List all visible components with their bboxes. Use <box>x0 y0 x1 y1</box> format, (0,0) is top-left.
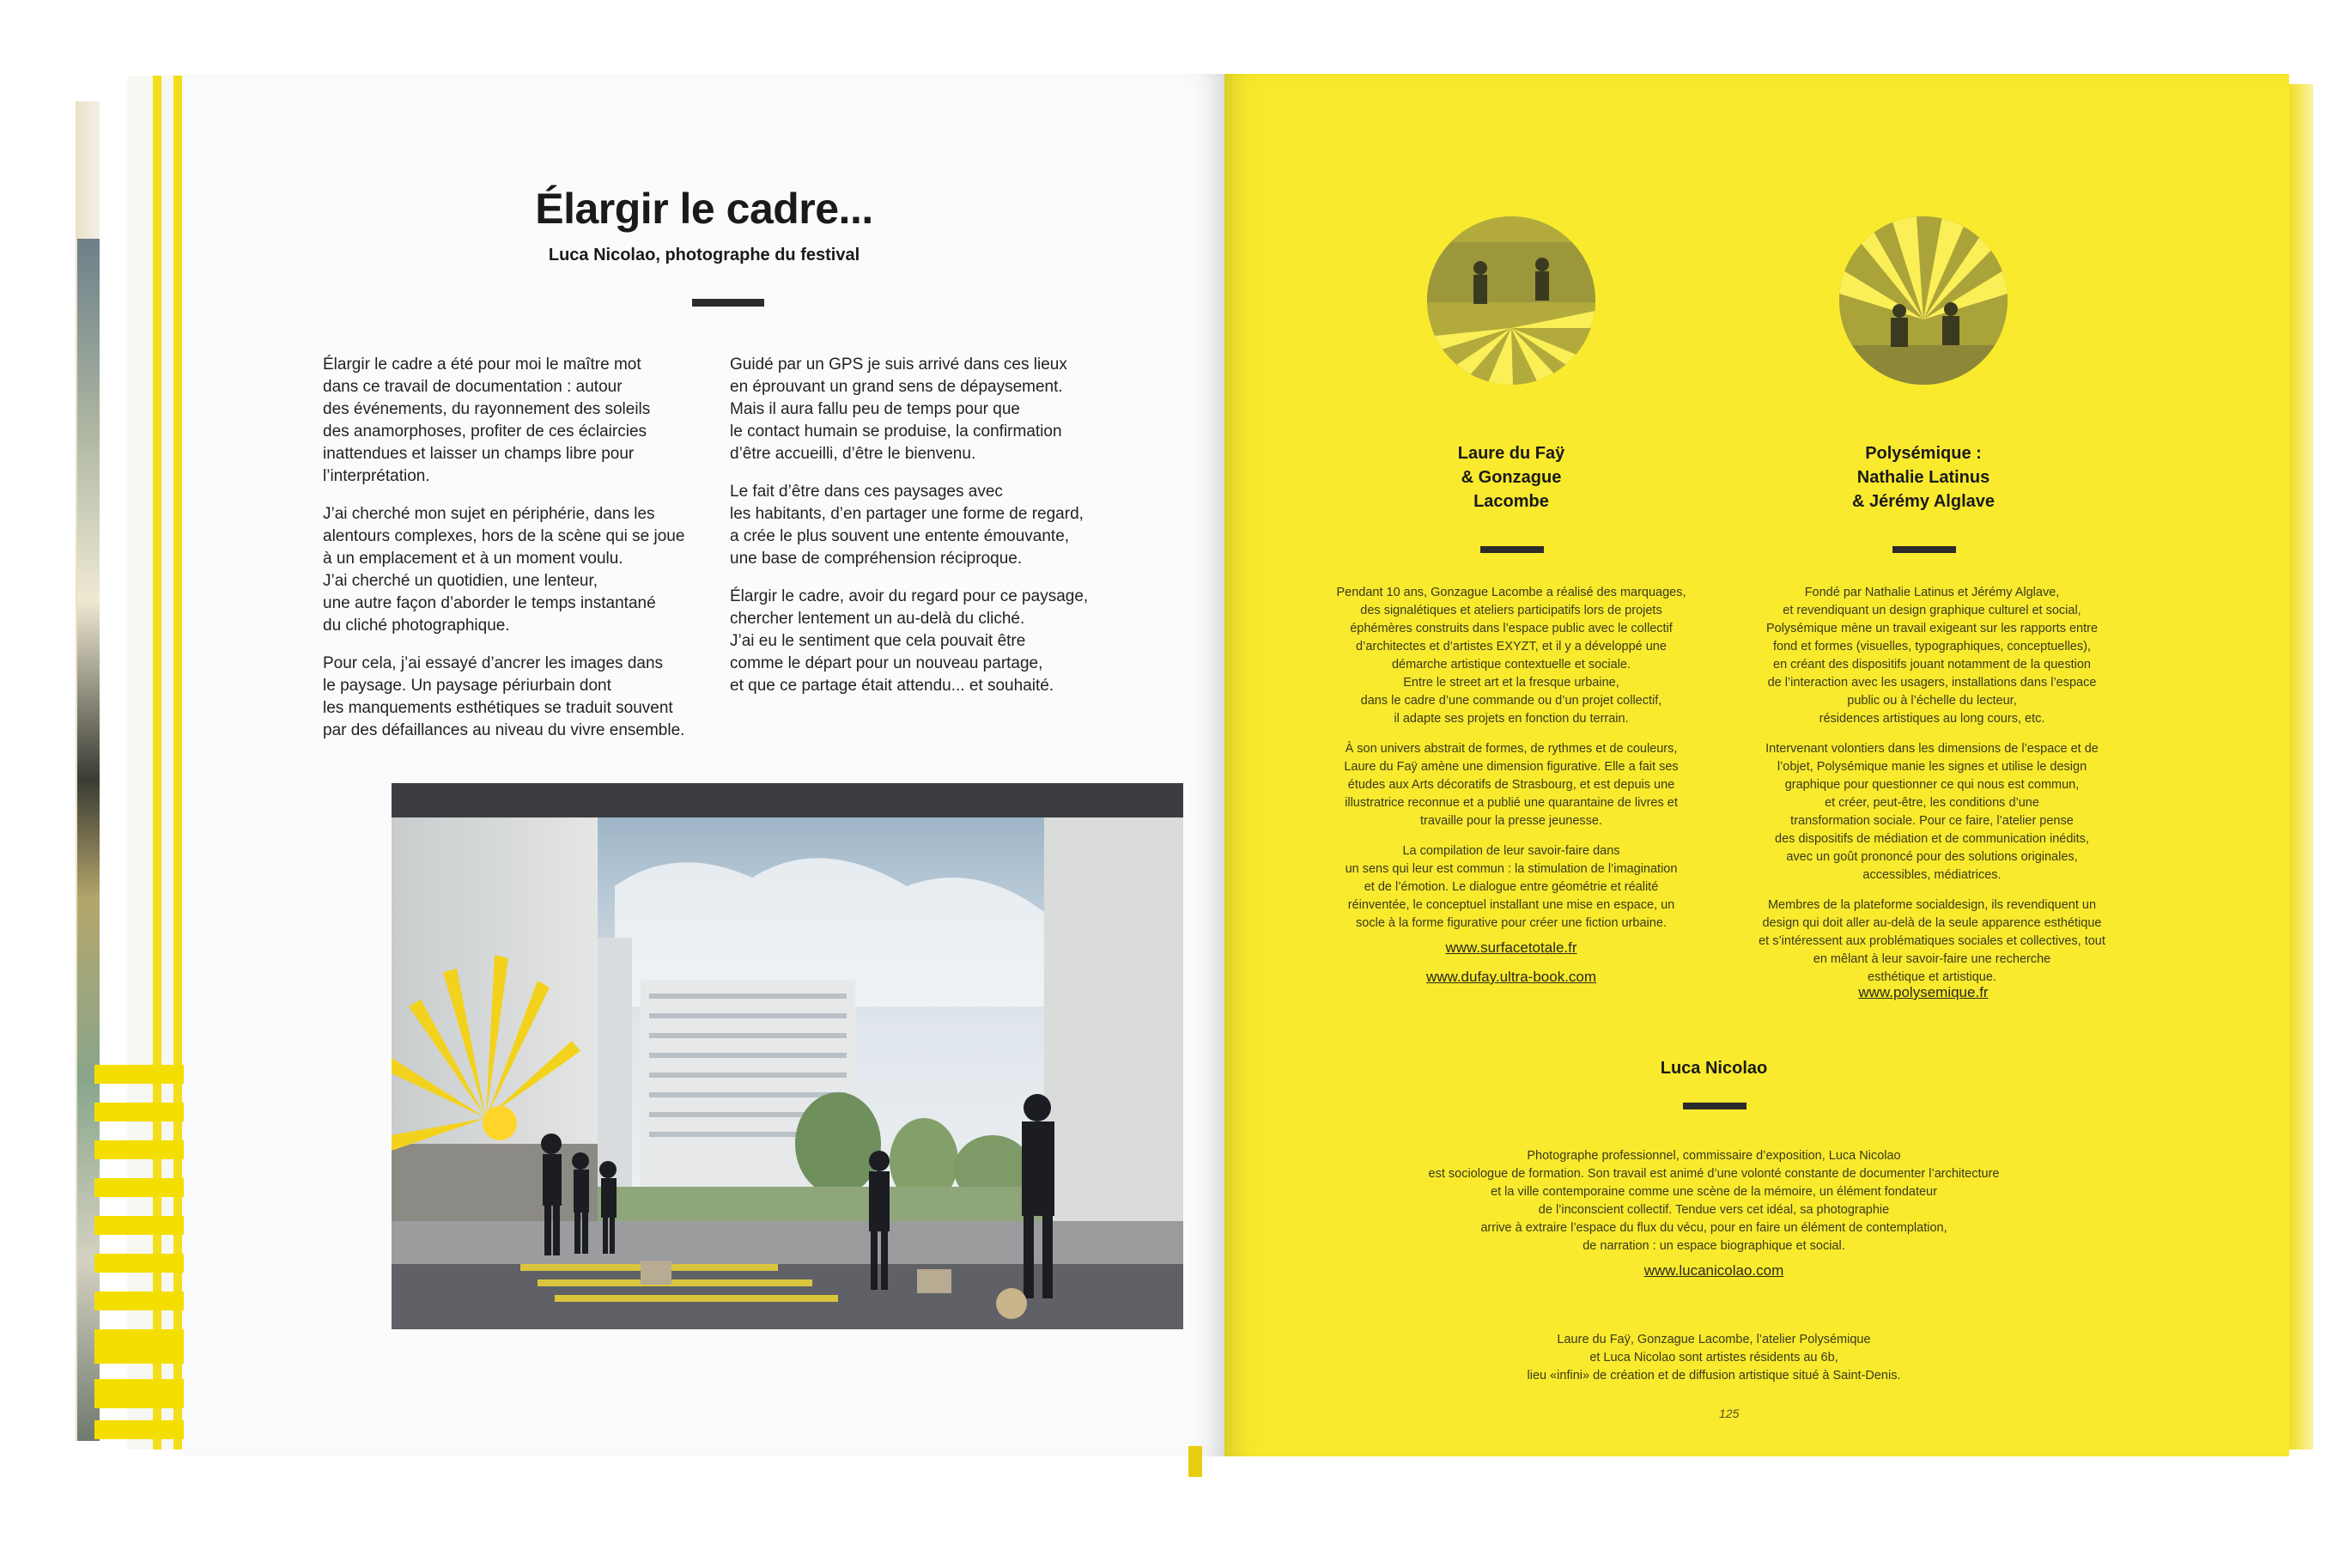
bio-polysemique <box>1726 584 2138 999</box>
yellow-page-tabs <box>94 1065 197 1443</box>
section-rule <box>1683 1103 1747 1109</box>
paragraph: J’ai cherché mon sujet en périphérie, dans les alentours complexes, hors de la scène qui se joue à un emplacement et à un moment voulu. J’ai cherché un quotidien, une lenteur, une autre façon d’aborder le temps instantané du cliché photographique. <box>323 505 685 635</box>
bio-paragraph: Photographe professionnel, commissaire d’exposition, Luca Nicolao est sociologue de formation. Son travail est animé d’une volonté constante de documenter l’architecture et la ville contemporaine comme une scène de la mémoire, un élément fondateur de l’inconscient collectif. Tendue vers cet idéal, sa photographie arrive à extraire l’espace du flux du vécu, pour en faire un élément de contemplation, de narration : un espace biographique et social. <box>1428 1149 2000 1253</box>
title-rule <box>692 299 764 307</box>
text-column-2 <box>730 354 1151 713</box>
bio-paragraph: Pendant 10 ans, Gonzague Lacombe a réalisé des marquages, des signalétiques et ateliers participatifs lors de projets éphémères construits dans l’espace public avec le collectif d’architectes et d’artistes EXYZT, et il y a développé une démarche artistique contextuelle et sociale. Entre le street art et la fresque urbaine, dans le cadre d’une commande ou d’un projet collectif, il adapte ses projets en fonction du terrain. <box>1336 586 1686 726</box>
section-rule <box>1892 546 1956 553</box>
bio-nicolao <box>1370 1147 2057 1267</box>
link-polysemique[interactable]: www.polysemique.fr <box>1858 984 1989 1000</box>
paragraph: Guidé par un GPS je suis arrivé dans ces lieux en éprouvant un grand sens de dépaysement. Mais il aura fallu peu de temps pour que le contact humain se produise, la confirmation d’être accueilli, d’être le bienvenu. <box>730 356 1067 463</box>
page-title: Élargir le cadre... <box>535 185 873 233</box>
bio-paragraph: Intervenant volontiers dans les dimensions de l’espace et de l’objet, Polysémique manie les signes et utilise le design graphique pour questionner ce qui nous est commun, et créer, peut-être, les conditions d’une transformation sociale. Pour ce faire, l’atelier pense des dispositifs de médiation et de communication inédits, avec un goût prononcé pour des solutions originales, accessibles, médiatrices. <box>1765 742 2099 882</box>
photo-illustration <box>392 783 1183 1329</box>
residency-note: Laure du Faÿ, Gonzague Lacombe, l’atelier Polysémique et Luca Nicolao sont artistes résidents au 6b, lieu «infini» de création et de diffusion artistique situé à Saint-Denis. <box>1527 1333 1901 1383</box>
right-page <box>1224 74 2289 1456</box>
paragraph: Élargir le cadre a été pour moi le maître mot dans ce travail de documentation : autour des événements, du rayonnement des soleils des anamorphoses, profiter de ces éclaircies inattendues et laisser un champs libre pour l’interprétation. <box>323 356 651 485</box>
page-number: 125 <box>1719 1407 1740 1420</box>
artist-name-polysemique: Polysémique : Nathalie Latinus & Jérémy Alglave <box>1851 444 1995 511</box>
paragraph: Le fait d’être dans ces paysages avec les habitants, d’en partager une forme de regard, a crée le plus souvent une entente émouvante, une base de compréhension réciproque. <box>730 483 1084 568</box>
bio-dufay-lacombe <box>1305 584 1717 945</box>
paragraph: Élargir le cadre, avoir du regard pour ce paysage, chercher lentement un au-delà du cliché. J’ai eu le sentiment que cela pouvait être comme le départ pour un nouveau partage, et que ce partage était attendu... et souhaité. <box>730 587 1089 695</box>
artist-name-nicolao: Luca Nicolao <box>1660 1059 1768 1078</box>
bookmark-ribbon <box>1188 1446 1202 1477</box>
link-surfacetotale[interactable]: www.surfacetotale.fr <box>1445 939 1577 956</box>
circle-illustration <box>1839 216 2008 385</box>
link-dufay-ultrabook[interactable]: www.dufay.ultra-book.com <box>1425 969 1597 985</box>
artist-photo-dufay-lacombe <box>1427 216 1595 385</box>
page-subtitle: Luca Nicolao, photographe du festival <box>548 246 860 264</box>
bio-paragraph: La compilation de leur savoir-faire dans un sens qui leur est commun : la stimulation de l’imagination et de l’émotion. Le dialogue entre géométrie et réalité réinventée, le conceptuel installant une mise en espace, un socle à la forme figurative pour créer une fiction urbaine. <box>1345 844 1678 930</box>
page-edge-right <box>2289 84 2313 1449</box>
circle-illustration <box>1427 216 1595 385</box>
artist-name-dufay-lacombe: Laure du Faÿ & Gonzague Lacombe <box>1457 444 1565 511</box>
open-book <box>76 67 2313 1460</box>
bio-paragraph: Membres de la plateforme socialdesign, ils revendiquent un design qui doit aller au-delà de la seule apparence esthétique et s’intéressent aux problématiques sociales et collectives, tout en mêlant à leur savoir-faire une recherche esthétique et artistique. <box>1759 898 2105 984</box>
festival-photograph <box>392 783 1183 1329</box>
bio-paragraph: À son univers abstrait de formes, de rythmes et de couleurs, Laure du Faÿ amène une dimension figurative. Elle a fait ses études aux Arts décoratifs de Strasbourg, et est depuis une illustratrice reconnue et a publié une quarantaine de livres et travaille pour la presse jeunesse. <box>1344 742 1679 828</box>
section-rule <box>1480 546 1544 553</box>
text-column-1 <box>323 354 718 757</box>
artist-photo-polysemique <box>1839 216 2008 385</box>
left-page <box>184 74 1224 1456</box>
link-lucanicolao[interactable]: www.lucanicolao.com <box>1643 1262 1784 1279</box>
paragraph: Pour cela, j’ai essayé d’ancrer les images dans le paysage. Un paysage périurbain dont les manquements esthétiques se traduit souvent par des défaillances au niveau du vivre ensemble. <box>323 654 685 739</box>
bio-paragraph: Fondé par Nathalie Latinus et Jérémy Alglave, et revendiquant un design graphique culturel et social, Polysémique mène un travail exigeant sur les rapports entre fond et formes (visuelles, typographiques, conceptuelles), en créant des dispositifs jouant notamment de la question de l’interaction avec les usagers, installations dans l’espace public ou à l’échelle du lecteur, résidences artistiques au long cours, etc. <box>1765 586 2099 726</box>
